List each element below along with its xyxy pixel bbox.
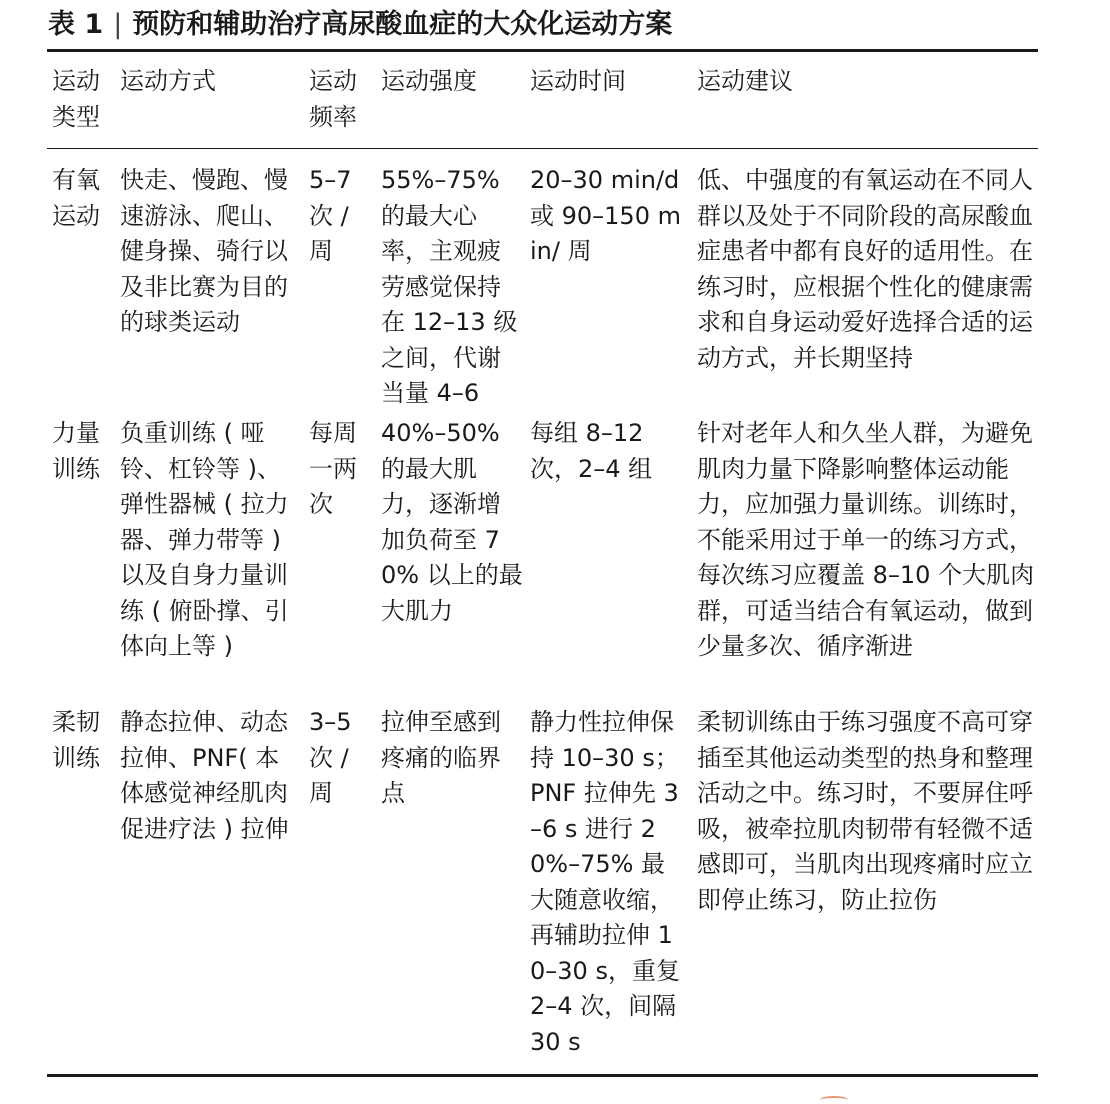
header-method: 运动方式 — [120, 67, 216, 95]
header-frequency: 运动频率 — [309, 67, 357, 131]
row-aerobic-advice: 低、中强度的有氧运动在不同人群以及处于不同阶段的高尿酸血症患者中都有良好的适用性。在练习时，应根据个性化的健康需求和自身运动爱好选择合适的运动方式，并长期坚持 — [697, 166, 1033, 372]
row-flexibility-intensity: 拉伸至感到疼痛的临界点 — [381, 708, 501, 807]
row-strength-duration: 每组 8–12 次，2–4 组 — [530, 419, 653, 483]
table-label: 表 1 — [48, 9, 104, 40]
table-bottom-rule — [47, 1074, 1038, 1077]
table-top-rule — [47, 49, 1038, 52]
decorative-arc — [820, 1096, 848, 1104]
row-strength-advice: 针对老年人和久坐人群，为避免肌肉力量下降影响整体运动能力，应加强力量训练。训练时，不能采用过于单一的练习方式，每次练习应覆盖 8–10 个大肌肉群，可适当结合有氧运动，做到少量多次、循序渐进 — [697, 419, 1035, 660]
header-advice: 运动建议 — [697, 67, 793, 95]
row-flexibility-duration: 静力性拉伸保持 10–30 s；PNF 拉伸先 3–6 s 进行 20%–75% 最大随意收缩，再辅助拉伸 10–30 s，重复 2–4 次，间隔 30 s — [530, 708, 680, 1056]
row-strength-type: 力量训练 — [52, 419, 100, 483]
row-strength-frequency: 每周一两次 — [309, 419, 357, 518]
header-duration: 运动时间 — [530, 67, 626, 95]
row-aerobic-intensity: 55%–75% 的最大心率，主观疲劳感觉保持在 12–13 级之间，代谢当量 4–6 — [381, 166, 518, 407]
row-aerobic-frequency: 5–7 次 / 周 — [309, 166, 352, 265]
row-aerobic-type: 有氧运动 — [52, 166, 100, 230]
row-flexibility-frequency: 3–5 次 / 周 — [309, 708, 352, 807]
row-flexibility-method: 静态拉伸、动态拉伸、PNF( 本体感觉神经肌肉促进疗法 ) 拉伸 — [120, 708, 289, 843]
header-type: 运动类型 — [52, 67, 100, 131]
table-title — [48, 6, 1048, 44]
row-strength-intensity: 40%–50% 的最大肌力，逐渐增加负荷至 70% 以上的最大肌力 — [381, 419, 523, 625]
table-title-text: 预防和辅助治疗高尿酸血症的大众化运动方案 — [132, 9, 673, 40]
row-flexibility-advice: 柔韧训练由于练习强度不高可穿插至其他运动类型的热身和整理活动之中。练习时，不要屏住呼吸，被牵拉肌肉韧带有轻微不适感即可，当肌肉出现疼痛时应立即停止练习，防止拉伤 — [697, 708, 1033, 914]
header-intensity: 运动强度 — [381, 67, 477, 95]
title-separator: | — [113, 9, 123, 40]
header-rule — [47, 148, 1038, 149]
row-aerobic-method: 快走、慢跑、慢速游泳、爬山、健身操、骑行以及非比赛为目的的球类运动 — [120, 166, 288, 336]
row-strength-method: 负重训练 ( 哑铃、杠铃等 )、弹性器械 ( 拉力器、弹力带等 ) 以及自身力量训练 ( 俯卧撑、引体向上等 ) — [120, 419, 289, 660]
row-aerobic-duration: 20–30 min/d 或 90–150 min/ 周 — [530, 166, 681, 265]
row-flexibility-type: 柔韧训练 — [52, 708, 100, 772]
